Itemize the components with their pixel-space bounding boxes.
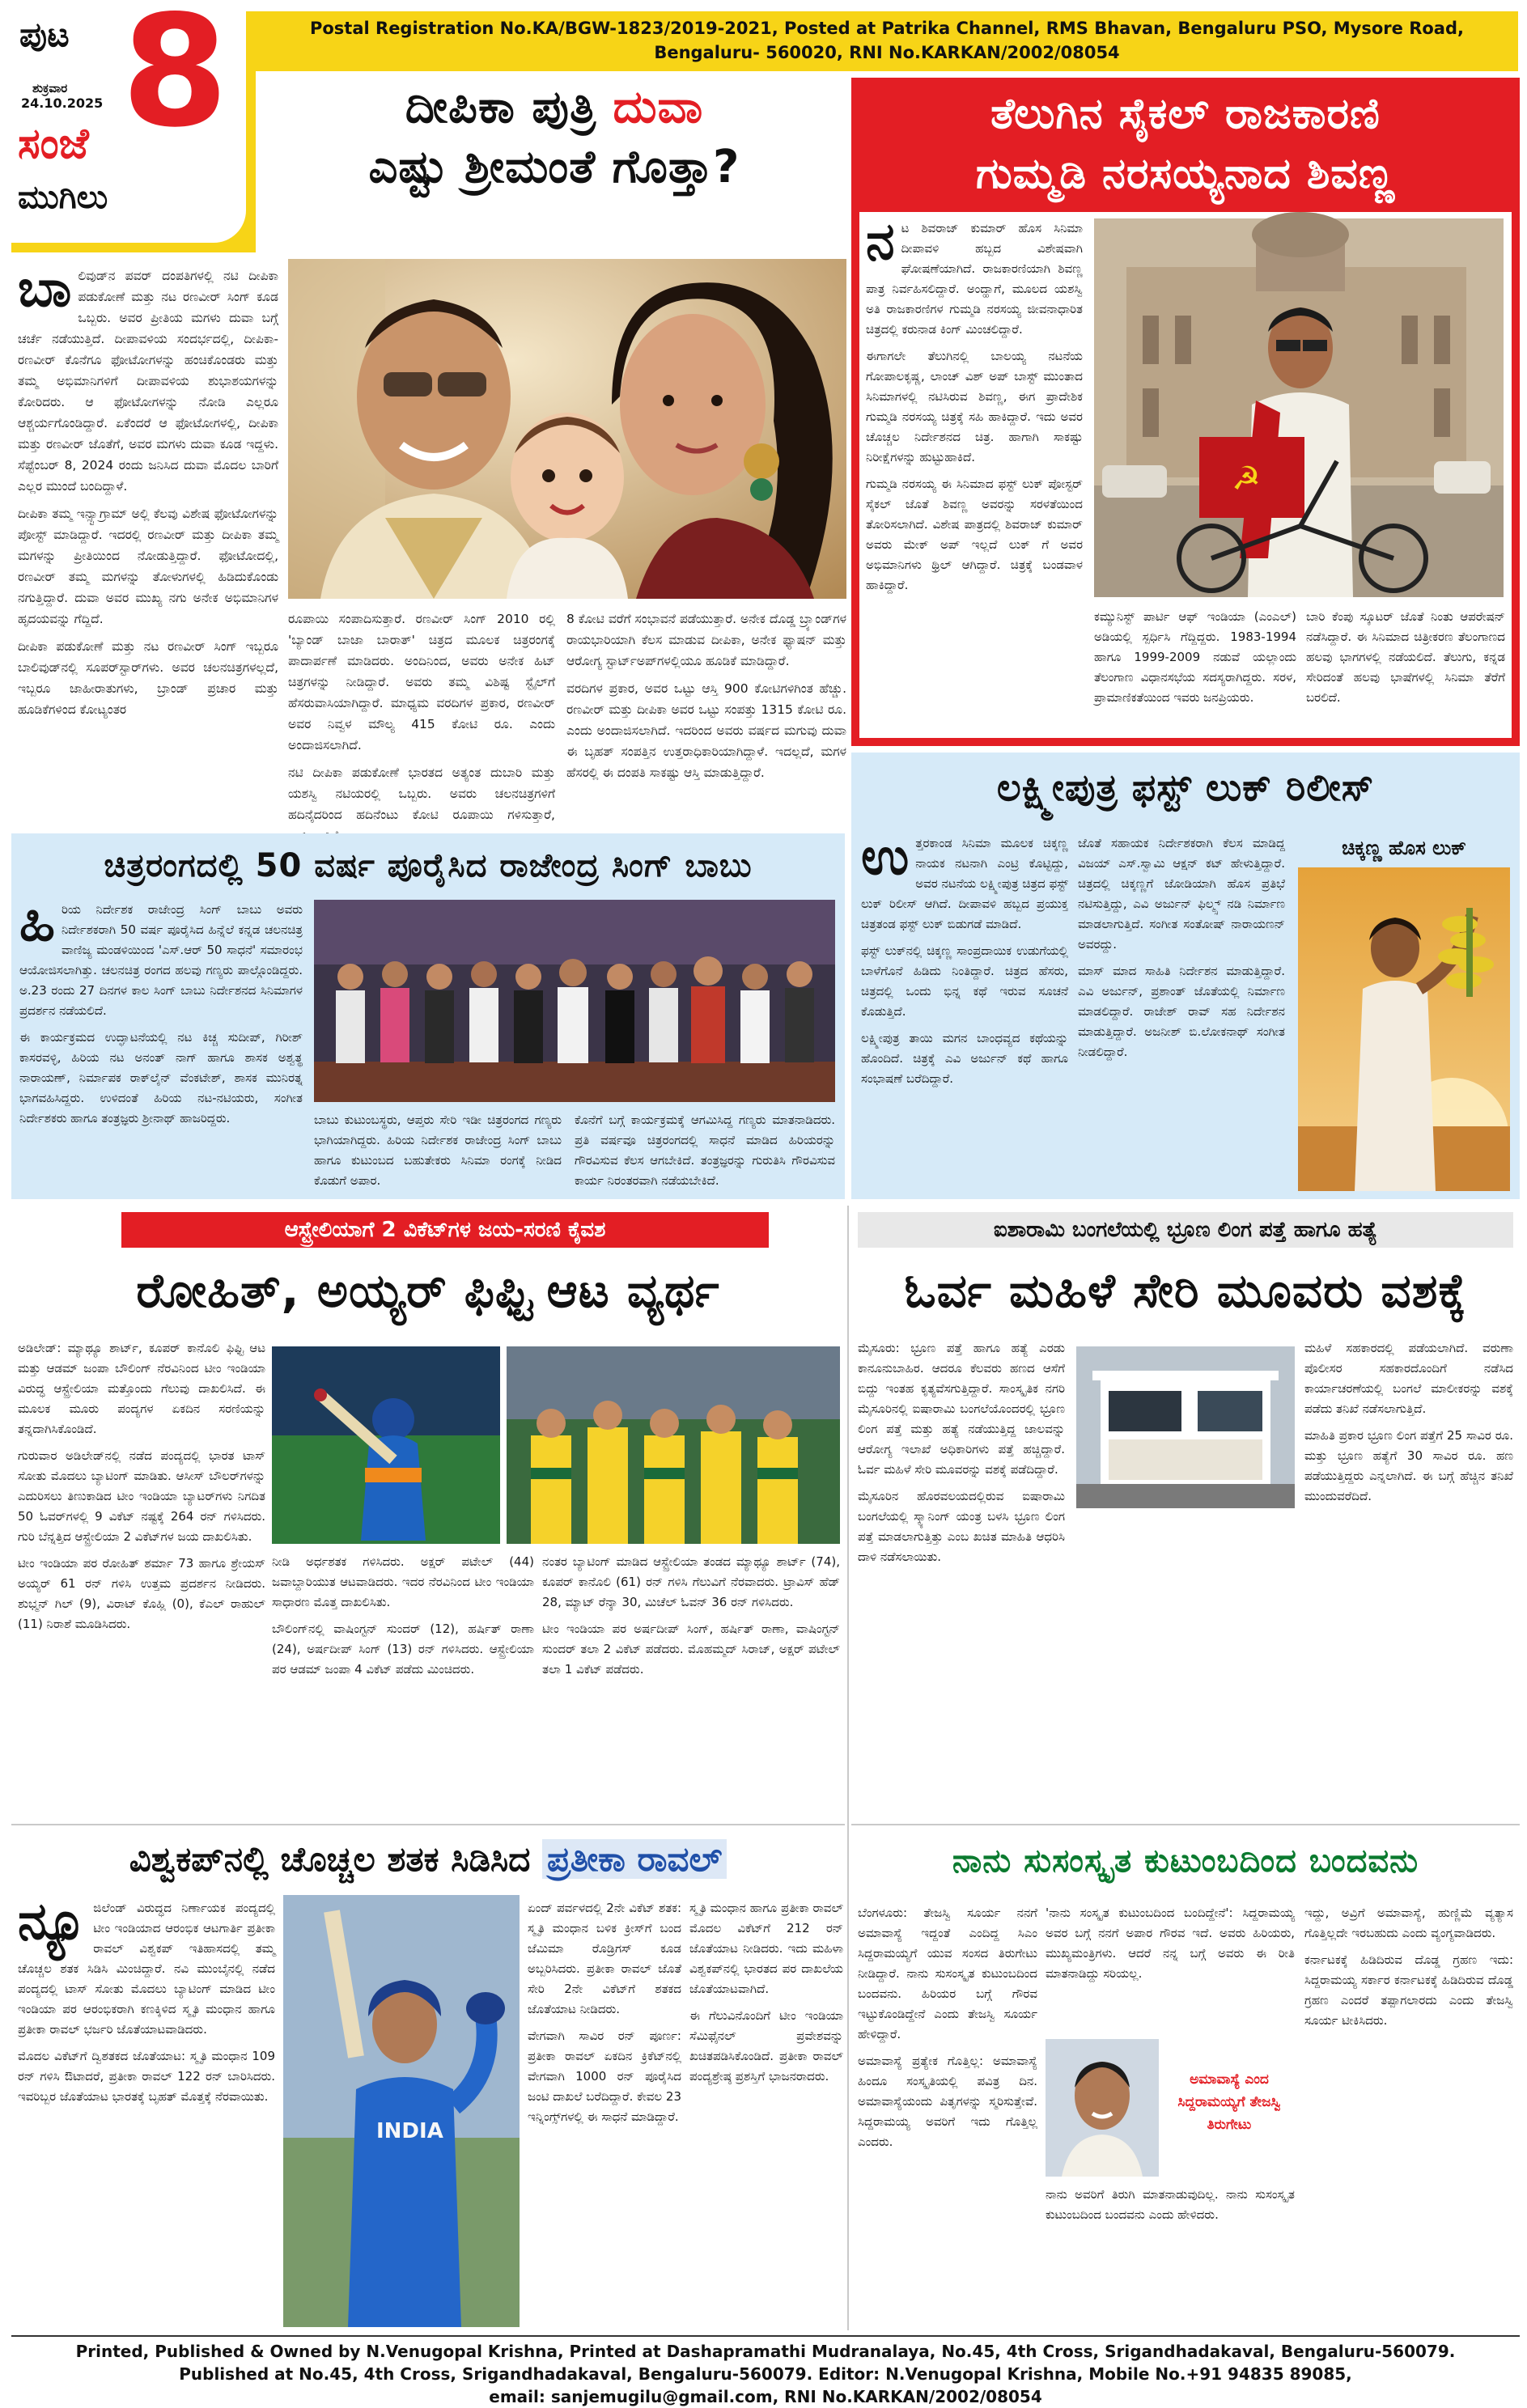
cricket-col2-p1: ನೀಡಿ ಅರ್ಧಶತಕ ಗಳಿಸಿದರು. ಅಕ್ಷರ್ ಪಟೇಲ್ (44) ಜವಾಬ್ದಾರಿಯುತ ಆಟವಾಡಿದರು. ಇದರ ನೆರವಿನಿಂದ ಟೀಂ ಇಂಡಿಯಾ ಸಾಧಾರಣ ಮೊತ್ತ ದಾಖಲಿಸಿತು. bbox=[272, 1554, 534, 1609]
postal-line-2: Bengaluru- 560020, RNI No.KARKAN/2002/08054 bbox=[654, 43, 1120, 62]
tejasvi-col-1 bbox=[858, 1903, 1037, 2327]
tejasvi-col3-p1: ಇದ್ದು, ಅವ್ರಿಗೆ ಅಮಾವಾಸ್ಯೆ, ಹುಣ್ಣಿಮೆ ವ್ಯತ್ಯಾಸ ಗೊತ್ತಿಲ್ಲದೇ ಇರಬಹುದು ಎಂದು ವ್ಯಂಗ್ಯವಾಡಿದರು. bbox=[1304, 1906, 1513, 1940]
cricket-col2-p2: ಬೌಲಿಂಗ್‌ನಲ್ಲಿ ವಾಷಿಂಗ್ಟನ್ ಸುಂದರ್ (12), ಹರ್ಷಿತ್ ರಾಣಾ (24), ಅರ್ಷದೀಪ್ ಸಿಂಗ್ (13) ರನ್ ಗಳಿಸಿದರು. ಆಸ್ಟ್ರೇಲಿಯಾ ಪರ ಆಡಮ್ ಜಂಪಾ 4 ವಿಕೆಟ್ ಪಡೆದು ಮಿಂಚಿದರು. bbox=[272, 1622, 534, 1677]
mysuru-col2-p2: ಮಾಹಿತಿ ಪ್ರಕಾರ ಭ್ರೂಣ ಲಿಂಗ ಪತ್ತೆಗೆ 25 ಸಾವಿರ ರೂ. ಮತ್ತು ಭ್ರೂಣ ಹತ್ಯೆಗೆ 30 ಸಾವಿರ ರೂ. ಹಣ ಪಡೆಯುತ್ತಿದ್ದರು ಎನ್ನಲಾಗಿದೆ. ಈ ಬಗ್ಗೆ ಹೆಚ್ಚಿನ ತನಿಖೆ ಮುಂದುವರೆದಿದೆ. bbox=[1304, 1428, 1513, 1503]
pratika-col1-p1: ಜಿಲೆಂಡ್ ವಿರುದ್ಧದ ನಿರ್ಣಾಯಕ ಪಂದ್ಯದಲ್ಲಿ ಟೀಂ ಇಂಡಿಯಾದ ಆರಂಭಿಕ ಆಟಗಾರ್ತಿ ಪ್ರತೀಕಾ ರಾವಲ್ ವಿಶ್ವಕಪ್ ಇತಿಹಾಸದಲ್ಲಿ ತಮ್ಮ ಚೊಚ್ಚಲ ಶತಕ ಸಿಡಿಸಿ ಮಿಂಚಿದ್ದಾರೆ. ನವಿ ಮುಂಬೈನಲ್ಲಿ ನಡೆದ ಪಂದ್ಯದಲ್ಲಿ ಟಾಸ್ ಸೋತು ಮೊದಲು ಬ್ಯಾಟಿಂಗ್ ಮಾಡಿದ ಟೀಂ ಇಂಡಿಯಾ ಪರ ಆರಂಭಿಕರಾಗಿ ಕಣಕ್ಕಿಳಿದ ಸ್ಮೃತಿ ಮಂಧಾನ ಹಾಗೂ ಪ್ರತೀಕಾ ರಾವಲ್ ಭರ್ಜರಿ ಜೊತೆಯಾಟವಾಡಿದರು. bbox=[18, 1901, 275, 2037]
singh-babu-col-3 bbox=[575, 1110, 835, 1191]
footer-line-2: Published at No.45, 4th Cross, Srigandhadakaval, Bengaluru-560079. Editor: N.Venugopal Krishna, Mobile No.+91 94835 89085, bbox=[179, 2364, 1352, 2384]
deepika-col3-p2: ವರದಿಗಳ ಪ್ರಕಾರ, ಅವರ ಒಟ್ಟು ಆಸ್ತಿ 900 ಕೋಟಿಗಳಿಗಿಂತ ಹೆಚ್ಚು. ರಣವೀರ್ ಮತ್ತು ದೀಪಿಕಾ ಅವರ ಒಟ್ಟು ಸಂಪತ್ತು 1315 ಕೋಟಿ ರೂ. ಎಂದು ಅಂದಾಜಿಸಲಾಗಿದೆ. ಇದರಿಂದ ಅವರು ವರ್ಷದ ಮಗುವು ದುವಾ ಈ ಬೃಹತ್ ಸಂಪತ್ತಿನ ಉತ್ತರಾಧಿಕಾರಿಯಾಗಿದ್ದಾಳೆ. ಇದಲ್ಲದೆ, ಮಗಳ ಹೆಸರಲ್ಲಿ ಈ ದಂಪತಿ ಸಾಕಷ್ಟು ಆಸ್ತಿ ಮಾಡುತ್ತಿದ್ದಾರೆ. bbox=[566, 681, 846, 780]
center-divider bbox=[847, 1206, 849, 2330]
pratika-col2-p2: ವೇಗವಾಗಿ ಸಾವಿರ ರನ್ ಪೂರ್ಣ: ಪ್ರತೀಕಾ ರಾವಲ್ ಏಕದಿನ ಕ್ರಿಕೆಟ್‌ನಲ್ಲಿ ವೇಗವಾಗಿ 1000 ರನ್ ಪೂರೈಸಿದ ಜಂಟಿ ದಾಖಲೆ ಬರೆದಿದ್ದಾರೆ. ಕೇವಲ 23 ಇನ್ನಿಂಗ್ಸ್‌ಗಳಲ್ಲಿ ಈ ಸಾಧನೆ ಮಾಡಿದ್ದಾರೆ. bbox=[528, 2029, 681, 2124]
mysuru-tag: ಐಶಾರಾಮಿ ಬಂಗಲೆಯಲ್ಲಿ ಭ್ರೂಣ ಲಿಂಗ ಪತ್ತೆ ಹಾಗೂ ಹತ್ಯೆ bbox=[858, 1212, 1513, 1248]
cricket-rohit-illustration bbox=[272, 1346, 500, 1544]
pratika-col3-p1: ಸ್ಮೃತಿ ಮಂಧಾನ ಹಾಗೂ ಪ್ರತೀಕಾ ರಾವಲ್ ಮೊದಲ ವಿಕೆಟ್‌ಗೆ 212 ರನ್ ಜೊತೆಯಾಟ ನೀಡಿದರು. ಇದು ಮಹಿಳಾ ವಿಶ್ವಕಪ್‌ನಲ್ಲಿ ಭಾರತದ ಪರ ದಾಖಲೆಯ ಜೊತೆಯಾಟವಾಗಿದೆ. bbox=[689, 1901, 843, 1996]
mysuru-headline: ಓರ್ವ ಮಹಿಳೆ ಸೇರಿ ಮೂವರು ವಶಕ್ಕೆ bbox=[904, 1263, 1467, 1318]
singh-babu-event-photo bbox=[314, 900, 835, 1102]
singh-babu-col-1 bbox=[19, 893, 303, 1191]
pratika-col-1 bbox=[18, 1892, 275, 2327]
deepika-headline-part2: ಎಷ್ಟು ಶ್ರೀಮಂತೆ ಗೊತ್ತಾ? bbox=[368, 141, 740, 193]
shivanna-col1-p1: ಟ ಶಿವರಾಜ್ ಕುಮಾರ್ ಹೊಸ ಸಿನಿಮಾ ದೀಪಾವಳಿ ಹಬ್ಬದ ವಿಶೇಷವಾಗಿ ಘೋಷಣೆಯಾಗಿದೆ. ರಾಜಕಾರಣಿಯಾಗಿ ಶಿವಣ್ಣ ಪಾತ್ರ ನಿರ್ವಹಿಸಲಿದ್ದಾರೆ. ಅಂದ್ಹಾಗೆ, ಮೂಲದ ಯಶಸ್ವಿ ಅತಿ ರಾಜಕಾರಣಿಗಳ ಗುಮ್ಮಡಿ ನರಸಯ್ಯ ಜೀವನಾಧಾರಿತ ಚಿತ್ರದಲ್ಲಿ ಕರುನಾಡ ಕಿಂಗ್ ಮಿಂಚಲಿದ್ದಾರೆ. bbox=[866, 221, 1083, 337]
shivanna-col-1 bbox=[866, 212, 1083, 731]
tejasvi-col-2b bbox=[1046, 2185, 1295, 2327]
pratika-headline-part1: ವಿಶ್ವಕಪ್‌ನಲ್ಲಿ ಚೊಚ್ಚಲ ಶತಕ ಸಿಡಿಸಿದ bbox=[129, 1839, 531, 1879]
svg-text:☭: ☭ bbox=[1232, 460, 1261, 498]
deepika-headline-part1: ದೀಪಿಕಾ ಪುತ್ರಿ bbox=[405, 81, 597, 134]
cricket-col1-p3: ಟೀಂ ಇಂಡಿಯಾ ಪರ ರೋಹಿತ್ ಶರ್ಮಾ 73 ಹಾಗೂ ಶ್ರೇಯಸ್ ಅಯ್ಯರ್ 61 ರನ್ ಗಳಿಸಿ ಉತ್ತಮ ಪ್ರದರ್ಶನ ನೀಡಿದರು. ಶುಭ್ಮನ್ ಗಿಲ್ (9), ವಿರಾಟ್ ಕೊಹ್ಲಿ (0), ಕೆಎಲ್ ರಾಹುಲ್ (11) ನಿರಾಶೆ ಮೂಡಿಸಿದರು. bbox=[18, 1556, 265, 1631]
mysuru-col-1 bbox=[858, 1338, 1065, 1816]
lakshmiputra-col-1 bbox=[861, 827, 1068, 1189]
cricket-col3-p2: ಟೀಂ ಇಂಡಿಯಾ ಪರ ಅರ್ಷದೀಪ್ ಸಿಂಗ್, ಹರ್ಷಿತ್ ರಾಣಾ, ವಾಷಿಂಗ್ಟನ್ ಸುಂದರ್ ತಲಾ 2 ವಿಕೆಟ್ ಪಡೆದರು. ಮೊಹಮ್ಮದ್ ಸಿರಾಜ್, ಅಕ್ಷರ್ ಪಟೇಲ್ ತಲಾ 1 ವಿಕೆಟ್ ಪಡೆದರು. bbox=[542, 1622, 840, 1677]
tejasvi-col2-p1: 'ನಾನು ಸಂಸ್ಕೃತ ಕುಟುಂಬದಿಂದ ಬಂದಿದ್ದೇನೆ': ಸಿದ್ದರಾಮಯ್ಯ ಅವರ ಬಗ್ಗೆ ನನಗೆ ಅಪಾರ ಗೌರವ ಇದೆ. ಅವರು ಹಿರಿಯರು, ಮುಖ್ಯಮಂತ್ರಿಗಳು. ಆದರೆ ನನ್ನ ಬಗ್ಗೆ ಅವರು ಈ ರೀತಿ ಮಾತನಾಡಿದ್ದು ಸರಿಯಲ್ಲ. bbox=[1046, 1906, 1295, 1981]
pratika-col-3 bbox=[689, 1898, 843, 2327]
cricket-aussie-illustration bbox=[507, 1346, 840, 1544]
shivanna-headline-line1: ತೆಲುಗಿನ ಸೈಕಲ್ ರಾಜಕಾರಣಿ bbox=[990, 90, 1381, 138]
pratika-photo bbox=[283, 1895, 520, 2327]
mysuru-col1-p2: ಮೈಸೂರಿನ ಹೊರವಲಯದಲ್ಲಿರುವ ಐಷಾರಾಮಿ ಬಂಗಲೆಯಲ್ಲಿ ಸ್ಕ್ಯಾನಿಂಗ್ ಯಂತ್ರ ಬಳಸಿ ಭ್ರೂಣ ಲಿಂಗ ಪತ್ತೆ ಮಾಡಲಾಗುತ್ತಿತ್ತು ಎಂಬ ಖಚಿತ ಮಾಹಿತಿ ಆಧರಿಸಿ ದಾಳಿ ನಡೆಸಲಾಯಿತು. bbox=[858, 1489, 1065, 1564]
postal-line-1: Postal Registration No.KA/BGW-1823/2019-2021, Posted at Patrika Channel, RMS Bhavan, Bengaluru PSO, Mysore Road, bbox=[309, 19, 1464, 38]
shivanna-col-2 bbox=[1094, 607, 1296, 731]
shivanna-col2-p1: ಕಮ್ಯುನಿಸ್ಟ್ ಪಾರ್ಟಿ ಆಫ್ ಇಂಡಿಯಾ (ಎಂಎಲ್) ಅಡಿಯಲ್ಲಿ ಸ್ಪರ್ಧಿಸಿ ಗೆದ್ದಿದ್ದರು. 1983-1994 ಹಾಗೂ 1999-2009 ನಡುವೆ ಯಲ್ಲಾಂದು ತೆಲಂಗಾಣ ವಿಧಾನಸಭೆಯ ಸದಸ್ಯರಾಗಿದ್ದರು. ಸರಳ, ಪ್ರಾಮಾಣಿಕತೆಯಿಂದ ಇವರು ಜನಪ್ರಿಯರು. bbox=[1094, 609, 1296, 705]
shivanna-headline bbox=[858, 84, 1513, 204]
cricket-headline: ರೋಹಿತ್, ಅಯ್ಯರ್ ಫಿಫ್ಟಿ ಆಟ ವ್ಯರ್ಥ bbox=[136, 1263, 720, 1318]
lakshmiputra-dropcap: ಉ bbox=[861, 827, 910, 887]
deepika-family-photo bbox=[288, 259, 846, 599]
deepika-col-3 bbox=[566, 608, 846, 780]
pratika-headline-highlight: ಪ್ರತೀಕಾ ರಾವಲ್ bbox=[542, 1839, 727, 1879]
deepika-headline-highlight: ದುವಾ bbox=[613, 81, 704, 134]
cricket-col-3 bbox=[542, 1552, 840, 1816]
cricket-col3-p1: ನಂತರ ಬ್ಯಾಟಿಂಗ್ ಮಾಡಿದ ಆಸ್ಟ್ರೇಲಿಯಾ ತಂಡದ ಮ್ಯಾಥ್ಯೂ ಶಾರ್ಟ್ (74), ಕೂಪರ್ ಕಾನೊಲಿ (61) ರನ್ ಗಳಿಸಿ ಗೆಲುವಿಗೆ ನೆರವಾದರು. ಟ್ರಾವಿಸ್ ಹೆಡ್ 28, ಮ್ಯಾಟ್ ರೆನ್ಶಾ 30, ಮಿಚೆಲ್ ಓವನ್ 36 ರನ್ ಗಳಿಸಿದರು. bbox=[542, 1554, 840, 1609]
singh-babu-photo-illustration bbox=[314, 900, 835, 1102]
singh-babu-col3-p1: ಕೊನೆಗೆ ಬಗ್ಗೆ ಕಾರ್ಯಕ್ರಮಕ್ಕೆ ಆಗಮಿಸಿದ್ದ ಗಣ್ಯರು ಮಾತನಾಡಿದರು. ಪ್ರತಿ ವರ್ಷವೂ ಚಿತ್ರರಂಗದಲ್ಲಿ ಸಾಧನೆ ಮಾಡಿದ ಹಿರಿಯರನ್ನು ಗೌರವಿಸುವ ಕೆಲಸ ಆಗಬೇಕಿದೆ. ತಂತ್ರಜ್ಞರನ್ನು ಗುರುತಿಸಿ ಗೌರವಿಸುವ ಕಾರ್ಯ ನಿರಂತರವಾಗಿ ನಡೆಯಬೇಕಿದೆ. bbox=[575, 1113, 835, 1188]
cricket-col1-p2: ಗುರುವಾರ ಅಡಿಲೇಡ್‌ನಲ್ಲಿ ನಡೆದ ಪಂದ್ಯದಲ್ಲಿ ಭಾರತ ಟಾಸ್ ಸೋತು ಮೊದಲು ಬ್ಯಾಟಿಂಗ್ ಮಾಡಿತು. ಆಸೀಸ್ ಬೌಲರ್‌ಗಳನ್ನು ಎದುರಿಸಲು ತಿಣುಕಾಡಿದ ಟೀಂ ಇಂಡಿಯಾ ಬ್ಯಾಟರ್‌ಗಳು ನಿಗದಿತ 50 ಓವರ್‌ಗಳಲ್ಲಿ 9 ವಿಕೆಟ್ ನಷ್ಟಕ್ಕೆ 264 ರನ್ ಗಳಿಸಿದರು. ಗುರಿ ಬೆನ್ನತ್ತಿದ ಆಸ್ಟ್ರೇಲಿಯಾ 2 ವಿಕೆಟ್‌ಗಳ ಜಯ ದಾಖಲಿಸಿತು. bbox=[18, 1448, 265, 1544]
mysuru-col-2 bbox=[1304, 1338, 1513, 1816]
pratika-photo-illustration bbox=[283, 1895, 520, 2327]
pratika-col1-p2: ಮೊದಲ ವಿಕೆಟ್‌ಗೆ ದ್ವಿಶತಕದ ಜೊತೆಯಾಟ: ಸ್ಮೃತಿ ಮಂಧಾನ 109 ರನ್ ಗಳಿಸಿ ಔಟಾದರೆ, ಪ್ರತೀಕಾ ರಾವಲ್ 122 ರನ್ ಬಾರಿಸಿದರು. ಇವರಿಬ್ಬರ ಜೊತೆಯಾಟ ಭಾರತಕ್ಕೆ ಬೃಹತ್ ಮೊತ್ತಕ್ಕೆ ನೆರವಾಯಿತು. bbox=[18, 2049, 275, 2104]
deepika-dropcap: ಬಾ bbox=[18, 259, 72, 319]
deepika-col1-p1: ಲಿವುಡ್‌ನ ಪವರ್ ದಂಪತಿಗಳಲ್ಲಿ ನಟಿ ದೀಪಿಕಾ ಪಡುಕೋಣೆ ಮತ್ತು ನಟ ರಣವೀರ್ ಸಿಂಗ್ ಕೂಡ ಒಬ್ಬರು. ಅವರ ಪ್ರೀತಿಯ ಮಗಳು ದುವಾ ಬಗ್ಗೆ ಚರ್ಚೆ ನಡೆಯುತ್ತಿದೆ. ದೀಪಾವಳಿಯ ಸಂದರ್ಭದಲ್ಲಿ, ದೀಪಿಕಾ-ರಣವೀರ್ ಕೊನೆಗೂ ಫೋಟೋಗಳನ್ನು ಹಂಚಿಕೊಂಡರು ಮತ್ತು ತಮ್ಮ ಅಭಿಮಾನಿಗಳಿಗೆ ದೀಪಾವಳಿಯ ಶುಭಾಶಯಗಳನ್ನು ಕೋರಿದರು. ಆ ಫೋಟೋಗಳನ್ನು ನೋಡಿ ಎಲ್ಲರೂ ಆಶ್ಚರ್ಯಗೊಂಡಿದ್ದಾರೆ. ಏಕೆಂದರೆ ಆ ಫೋಟೋಗಳಲ್ಲಿ, ದೀಪಿಕಾ ಮತ್ತು ರಣವೀರ್ ಜೊತೆಗೆ, ಅವರ ಮಗಳು ದುವಾ ಕೂಡ ಇದ್ದಳು. ಸೆಪ್ಟೆಂಬರ್ 8, 2024 ರಂದು ಜನಿಸಿದ ದುವಾ ಮೊದಲ ಬಾರಿಗೆ ಎಲ್ಲರ ಮುಂದೆ ಬಂದಿದ್ದಾಳೆ. bbox=[18, 269, 278, 494]
tejasvi-col-3 bbox=[1304, 1903, 1513, 2327]
deepika-col-2 bbox=[288, 608, 555, 822]
tejasvi-headline: ನಾನು ಸುಸಂಸ್ಕೃತ ಕುಟುಂಬದಿಂದ ಬಂದವನು bbox=[952, 1842, 1419, 1880]
shivanna-col3-p1: ಬಾರಿ ಕೆಂಪು ಸ್ಕೂಟರ್ ಜೊತೆ ನಿಂತು ಆಪರೇಷನ್ ನಡೆಸಿದ್ದಾರೆ. ಈ ಸಿನಿಮಾದ ಚಿತ್ರೀಕರಣ ತೆಲಂಗಾಣದ ಹಲವು ಭಾಗಗಳಲ್ಲಿ ನಡೆಯಲಿದೆ. ತೆಲುಗು, ಕನ್ನಡ ಸೇರಿದಂತೆ ಹಲವು ಭಾಷೆಗಳಲ್ಲಿ ಸಿನಿಮಾ ತೆರೆಗೆ ಬರಲಿದೆ. bbox=[1306, 609, 1505, 705]
deepika-col3-p1: 8 ಕೋಟಿ ವರೆಗೆ ಸಂಭಾವನೆ ಪಡೆಯುತ್ತಾರೆ. ಅನೇಕ ದೊಡ್ಡ ಬ್ರ್ಯಾಂಡ್‌ಗಳ ರಾಯಭಾರಿಯಾಗಿ ಕೆಲಸ ಮಾಡುವ ದೀಪಿಕಾ, ಅನೇಕ ಫ್ಯಾಷನ್ ಮತ್ತು ಆರೋಗ್ಯ ಸ್ಟಾರ್ಟ್‌ಅಪ್‌ಗಳಲ್ಲಿಯೂ ಹೂಡಿಕೆ ಮಾಡಿದ್ದಾರೆ. bbox=[566, 612, 846, 668]
tejasvi-col2-p2: ನಾನು ಅವರಿಗೆ ತಿರುಗಿ ಮಾತನಾಡುವುದಿಲ್ಲ. ನಾನು ಸುಸಂಸ್ಕೃತ ಕುಟುಂಬದಿಂದ ಬಂದವನು ಎಂದು ಹೇಳಿದರು. bbox=[1046, 2187, 1295, 2222]
deepika-col-1 bbox=[18, 259, 278, 743]
mysuru-bungalow-illustration bbox=[1076, 1346, 1295, 1508]
lakshmiputra-col2-p2: ಮಾಸ್ ಮಾದ ಸಾಹಿತಿ ನಿರ್ದೇಶನ ಮಾಡುತ್ತಿದ್ದಾರೆ. ಎವಿ ಅರ್ಜುನ್, ಪ್ರಶಾಂತ್ ಜೊತೆಯಲ್ಲಿ ನಿರ್ಮಾಣ ಮಾಡಲಿದ್ದಾರೆ. ರಾಜೇಶ್ ರಾವ್ ಸಹ ನಿರ್ದೇಶನ ಮಾಡುತ್ತಿದ್ದಾರೆ. ಅಜನೀಶ್ ಬಿ.ಲೋಕನಾಥ್ ಸಂಗೀತ ನೀಡಲಿದ್ದಾರೆ. bbox=[1078, 964, 1285, 1059]
cricket-col1-p1: ಅಡಿಲೇಡ್: ಮ್ಯಾಥ್ಯೂ ಶಾರ್ಟ್, ಕೂಪರ್ ಕಾನೊಲಿ ಫಿಫ್ಟಿ ಆಟ ಮತ್ತು ಆಡಮ್ ಜಂಪಾ ಬೌಲಿಂಗ್ ನೆರವಿನಿಂದ ಟೀಂ ಇಂಡಿಯಾ ವಿರುದ್ಧ ಆಸ್ಟ್ರೇಲಿಯಾ ಮತ್ತೊಂದು ಗೆಲುವು ದಾಖಲಿಸಿದೆ. ಈ ಮೂಲಕ ಮೂರು ಪಂದ್ಯಗಳ ಏಕದಿನ ಸರಣಿಯನ್ನು ತನ್ನದಾಗಿಸಿಕೊಂಡಿದೆ. bbox=[18, 1341, 265, 1436]
cricket-rohit-photo bbox=[272, 1346, 500, 1544]
divider-tejasvi bbox=[851, 1824, 1520, 1825]
deepika-col1-p2: ದೀಪಿಕಾ ತಮ್ಮ ಇನ್ಸ್ಟಾಗ್ರಾಮ್ ಅಲ್ಲಿ ಕೆಲವು ವಿಶೇಷ ಫೋಟೋಗಳನ್ನು ಪೋಸ್ಟ್ ಮಾಡಿದ್ದಾರೆ. ಇದರಲ್ಲಿ ರಣವೀರ್ ಮತ್ತು ದೀಪಿಕಾ ತಮ್ಮ ಮಗಳನ್ನು ಪ್ರೀತಿಯಿಂದ ನೋಡುತ್ತಿದ್ದಾರೆ. ಫೋಟೋದಲ್ಲಿ, ರಣವೀರ್ ತಮ್ಮ ಮಗಳನ್ನು ತೋಳುಗಳಲ್ಲಿ ಹಿಡಿದುಕೊಂಡು ನಗುತ್ತಿದ್ದಾರೆ. ದುವಾ ಅವರ ಮುಖ್ಯ ನಗು ಅನೇಕ ಅಭಿಮಾನಿಗಳ ಹೃದಯವನ್ನು ಗೆದ್ದಿದೆ. bbox=[18, 507, 278, 626]
tejasvi-col1-p1: ಬೆಂಗಳೂರು: ತೇಜಸ್ವಿ ಸೂರ್ಯ ನನಗೆ ಅಮಾವಾಸ್ಯೆ ಇದ್ದಂತೆ ಎಂದಿದ್ದ ಸಿಎಂ ಸಿದ್ದರಾಮಯ್ಯಗೆ ಯುವ ಸಂಸದ ತಿರುಗೇಟು ನೀಡಿದ್ದಾರೆ. ನಾನು ಸುಸಂಸ್ಕೃತ ಕುಟುಂಬದಿಂದ ಬಂದವನು. ಹಿರಿಯರ ಬಗ್ಗೆ ಗೌರವ ಇಟ್ಟುಕೊಂಡಿದ್ದೇನೆ ಎಂದು ತೇಜಸ್ವಿ ಸೂರ್ಯ ಹೇಳಿದ್ದಾರೆ. bbox=[858, 1906, 1037, 2041]
cricket-aussie-photo bbox=[507, 1346, 840, 1544]
lakshmiputra-col1-p1: ತ್ತರಕಾಂಡ ಸಿನಿಮಾ ಮೂಲಕ ಚಿಕ್ಕಣ್ಣ ನಾಯಕ ನಟನಾಗಿ ಎಂಟ್ರಿ ಕೊಟ್ಟಿದ್ದು, ಅವರ ನಟನೆಯ ಲಕ್ಷ್ಮೀಪುತ್ರ ಚಿತ್ರದ ಫಸ್ಟ್ ಲುಕ್ ರಿಲೀಸ್ ಆಗಿದೆ. ದೀಪಾವಳಿ ಹಬ್ಬದ ಪ್ರಯುಕ್ತ ಚಿತ್ರತಂಡ ಫಸ್ಟ್ ಲುಕ್ ಬಿಡುಗಡೆ ಮಾಡಿದೆ. bbox=[861, 836, 1068, 931]
singh-babu-headline: ಚಿತ್ರರಂಗದಲ್ಲಿ 50 ವರ್ಷ ಪೂರೈಸಿದ ರಾಜೇಂದ್ರ ಸಿಂಗ್ ಬಾಬು bbox=[104, 847, 753, 884]
footer-line-3: email: sanjemugilu@gmail.com, RNI No.KARKAN/2002/08054 bbox=[489, 2387, 1042, 2406]
deepika-col2-p2: ನಟಿ ದೀಪಿಕಾ ಪಡುಕೋಣೆ ಭಾರತದ ಅತ್ಯಂತ ದುಬಾರಿ ಮತ್ತು ಯಶಸ್ವಿ ನಟಿಯರಲ್ಲಿ ಒಬ್ಬರು. ಅವರು ಚಲನಚಿತ್ರಗಳಿಗೆ ಹದಿನೈದರಿಂದ ಹದಿನೆಂಟು ಕೋಟಿ ರೂಪಾಯಿ ಗಳಿಸುತ್ತಾರೆ, bbox=[288, 765, 555, 822]
deepika-col1-p3: ದೀಪಿಕಾ ಪಡುಕೋಣೆ ಮತ್ತು ನಟ ರಣವೀರ್ ಸಿಂಗ್ ಇಬ್ಬರೂ ಬಾಲಿವುಡ್‌ನಲ್ಲಿ ಸೂಪರ್‌ಸ್ಟಾರ್‌ಗಳು. ಅವರ ಚಲನಚಿತ್ರಗಳಲ್ಲದೆ, ಇಬ್ಬರೂ ಜಾಹೀರಾತುಗಳು, ಬ್ರಾಂಡ್ ಪ್ರಚಾರ ಮತ್ತು ಹೂಡಿಕೆಗಳಿಂದ ಕೋಟ್ಯಂತರ bbox=[18, 639, 278, 717]
page-word: ಪುಟ bbox=[19, 15, 70, 54]
singh-babu-col1-p1: ರಿಯ ನಿರ್ದೇಶಕ ರಾಜೇಂದ್ರ ಸಿಂಗ್ ಬಾಬು ಅವರು ನಿರ್ದೇಶಕರಾಗಿ 50 ವರ್ಷ ಪೂರೈಸಿದ ಹಿನ್ನೆಲೆ ಕನ್ನಡ ಚಲನಚಿತ್ರ ವಾಣಿಜ್ಯ ಮಂಡಳಿಯಿಂದ 'ಎಸ್.ಆರ್ 50 ಸಾಧನೆ' ಸಮಾರಂಭ ಆಯೋಜಿಸಲಾಗಿತ್ತು. ಚಲನಚಿತ್ರ ರಂಗದ ಹಲವು ಗಣ್ಯರು ಪಾಲ್ಗೊಂಡಿದ್ದರು. ಅ.23 ರಂದು 27 ದಿನಗಳ ಕಾಲ ಸಿಂಗ್ ಬಾಬು ನಿರ್ದೇಶನದ ಸಿನಿಮಾಗಳ ಪ್ರದರ್ಶನ ನಡೆಯಲಿದೆ. bbox=[19, 902, 303, 1018]
page-number: 8 bbox=[121, 0, 229, 161]
cricket-col-2 bbox=[272, 1552, 534, 1816]
tejasvi-col3-p2: ಕರ್ನಾಟಕಕ್ಕೆ ಹಿಡಿದಿರುವ ದೊಡ್ಡ ಗ್ರಹಣ ಇದು: ಸಿದ್ದರಾಮಯ್ಯ ಸರ್ಕಾರ ಕರ್ನಾಟಕಕ್ಕೆ ಹಿಡಿದಿರುವ ದೊಡ್ಡ ಗ್ರಹಣ ಎಂದರೆ ತಪ್ಪಾಗಲಾರದು ಎಂದು ತೇಜಸ್ವಿ ಸೂರ್ಯ ಟೀಕಿಸಿದರು. bbox=[1304, 1952, 1513, 2028]
cricket-col-1 bbox=[18, 1338, 265, 1816]
lakshmiputra-headline: ಲಕ್ಷ್ಮೀಪುತ್ರ ಫಸ್ಟ್ ಲುಕ್ ರಿಲೀಸ್ bbox=[996, 765, 1375, 809]
lakshmiputra-col2-p1: ಜೊತೆ ಸಹಾಯಕ ನಿರ್ದೇಶಕರಾಗಿ ಕೆಲಸ ಮಾಡಿದ್ದ ವಿಜಯ್ ಎಸ್.ಸ್ವಾಮಿ ಆಕ್ಷನ್ ಕಟ್ ಹೇಳುತ್ತಿದ್ದಾರೆ. ಚಿತ್ರದಲ್ಲಿ ಚಿಕ್ಕಣ್ಣಗೆ ಜೋಡಿಯಾಗಿ ಹೊಸ ಪ್ರತಿಭೆ ನಟಿಸುತ್ತಿದ್ದು, ಎವಿ ಅರ್ಜುನ್ ಫಿಲ್ಮ್ಸ್ ನಡಿ ನಿರ್ಮಾಣ ಮಾಡಲಾಗುತ್ತಿದೆ. ಸಂಗೀತ ಸಂತೋಷ್ ನಾರಾಯಣನ್ ಅವರದ್ದು. bbox=[1078, 836, 1285, 952]
pratika-col-2 bbox=[528, 1898, 681, 2327]
deepika-headline bbox=[267, 78, 842, 197]
tejasvi-col-2 bbox=[1046, 1903, 1295, 2033]
tejasvi-pull-quote: ಅಮಾವಾಸ್ಯೆ ಎಂದ ಸಿದ್ದರಾಮಯ್ಯಗೆ ತೇಜಸ್ವಿ ತಿರುಗೇಟು bbox=[1177, 2071, 1281, 2133]
divider-pratika bbox=[11, 1824, 845, 1825]
paper-name-line2: ಮುಗಿಲು bbox=[18, 179, 108, 216]
cricket-tag: ಆಸ್ಟ್ರೇಲಿಯಾಗೆ 2 ವಿಕೆಟ್‌ಗಳ ಜಯ-ಸರಣಿ ಕೈವಶ bbox=[121, 1212, 769, 1248]
shivanna-col-3 bbox=[1306, 607, 1505, 731]
shivanna-photo-illustration bbox=[1094, 218, 1504, 597]
shivanna-dropcap: ನ bbox=[866, 212, 895, 272]
tejasvi-col1-p2: ಅಮಾವಾಸ್ಯೆ ಪ್ರತ್ಯೇಕ ಗೊತ್ತಿಲ್ಲ: ಅಮಾವಾಸ್ಯೆ ಹಿಂದೂ ಸಂಸ್ಕೃತಿಯಲ್ಲಿ ಪವಿತ್ರ ದಿನ. ಅಮಾವಾಸ್ಯೆಯಂದು ಪಿತೃಗಳನ್ನು ಸ್ಮರಿಸುತ್ತೇವೆ. ಸಿದ್ದರಾಮಯ್ಯ ಅವರಿಗೆ ಇದು ಗೊತ್ತಿಲ್ಲ ಎಂದರು. bbox=[858, 2054, 1037, 2149]
lakshmiputra-col1-p2: ಫಸ್ಟ್ ಲುಕ್‌ನಲ್ಲಿ ಚಿಕ್ಕಣ್ಣ ಸಾಂಪ್ರದಾಯಿಕ ಉಡುಗೆಯಲ್ಲಿ ಬಾಳೆಗೊನೆ ಹಿಡಿದು ನಿಂತಿದ್ದಾರೆ. ಚಿತ್ರದ ಹೆಸರು, ಚಿತ್ರದಲ್ಲಿ ಒಂದು ಭಿನ್ನ ಕಥೆ ಇರುವ ಸೂಚನೆ ಕೊಡುತ್ತಿದೆ. bbox=[861, 943, 1068, 1019]
pratika-headline bbox=[11, 1830, 845, 1889]
singh-babu-dropcap: ಹಿ bbox=[19, 893, 55, 953]
svg-text:INDIA: INDIA bbox=[376, 2119, 443, 2143]
tejasvi-photo bbox=[1046, 2039, 1159, 2177]
shivanna-col1-p2: ಈಗಾಗಲೇ ತೆಲುಗಿನಲ್ಲಿ ಬಾಲಯ್ಯ ನಟನೆಯ ಗೋಪಾಲಕೃಷ್ಣ, ಲಾಂಚ್ ವಿಶ್ ಅಪ್ ಬಾಸ್ಟ್ ಮುಂತಾದ ಸಿನಿಮಾಗಳಲ್ಲಿ ನಟಿಸಿರುವ ಶಿವಣ್ಣ, ಈಗ ಪ್ರಾದೇಶಿಕ ಗುಮ್ಮಡಿ ನರಸಯ್ಯ ಚಿತ್ರಕ್ಕೆ ಸಹಿ ಹಾಕಿದ್ದಾರೆ. ಇದು ಅವರ ಚೊಚ್ಚಲ ನಿರ್ದೇಶನದ ಚಿತ್ರ. ಹಾಗಾಗಿ ಸಾಕಷ್ಟು ನಿರೀಕ್ಷೆಗಳನ್ನು ಹುಟ್ಟುಹಾಕಿದೆ. bbox=[866, 349, 1083, 464]
postal-registration-bar bbox=[256, 11, 1518, 71]
tejasvi-photo-illustration bbox=[1046, 2039, 1159, 2177]
lakshmiputra-col1-p3: ಲಕ್ಷ್ಮೀಪುತ್ರ ತಾಯಿ ಮಗನ ಬಾಂಧವ್ಯದ ಕಥೆಯನ್ನು ಹೊಂದಿದೆ. ಚಿತ್ರಕ್ಕೆ ಎವಿ ಅರ್ಜುನ್ ಕಥೆ ಹಾಗೂ ಸಂಭಾಷಣೆ ಬರೆದಿದ್ದಾರೆ. bbox=[861, 1031, 1068, 1086]
shivanna-poster-photo bbox=[1094, 218, 1504, 597]
mysuru-bungalow-photo bbox=[1076, 1346, 1295, 1508]
issue-day: ಶುಕ್ರವಾರ bbox=[32, 81, 68, 95]
issue-date: 24.10.2025 bbox=[21, 95, 104, 111]
mysuru-col2-p1: ಮಹಿಳೆ ಸಹಕಾರದಲ್ಲಿ ಪಡೆಯಲಾಗಿದೆ. ವರುಣಾ ಪೊಲೀಸರ ಸಹಕಾರದೊಂದಿಗೆ ನಡೆಸಿದ ಕಾರ್ಯಾಚರಣೆಯಲ್ಲಿ ಬಂಗಲೆ ಮಾಲೀಕರನ್ನು ವಶಕ್ಕೆ ಪಡೆದು ತನಿಖೆ ನಡೆಸಲಾಗುತ್ತಿದೆ. bbox=[1304, 1341, 1513, 1416]
pratika-dropcap: ನ್ಯೂ bbox=[18, 1892, 87, 1952]
paper-name-line1: ಸಂಜೆ bbox=[18, 120, 89, 168]
shivanna-headline-line2: ಗುಮ್ಮಡಿ ನರಸಯ್ಯನಾದ ಶಿವಣ್ಣ bbox=[976, 150, 1395, 198]
pratika-col2-p1: ಏಂದ್ ಪರ್ವಳದಲ್ಲಿ 2ನೇ ವಿಕೆಟ್ ಶತಕ: ಸ್ಮೃತಿ ಮಂಧಾನ ಬಳಿಕ ಕ್ರೀಸ್‌ಗೆ ಬಂದ ಜೆಮಿಮಾ ರೊಡ್ರಿಗಸ್ ಕೂಡ ಅಬ್ಬರಿಸಿದರು. ಪ್ರತೀಕಾ ರಾವಲ್ ಜೊತೆ ಸೇರಿ 2ನೇ ವಿಕೆಟ್‌ಗೆ ಶತಕದ ಜೊತೆಯಾಟ ನೀಡಿದರು. bbox=[528, 1901, 681, 2016]
mysuru-col1-p1: ಮೈಸೂರು: ಭ್ರೂಣ ಪತ್ತೆ ಹಾಗೂ ಹತ್ಯೆ ಎರಡು ಕಾನೂನುಬಾಹಿರ. ಆದರೂ ಕೆಲವರು ಹಣದ ಆಸೆಗೆ ಬಿದ್ದು ಇಂತಹ ಕೃತ್ಯವೆಸಗುತ್ತಿದ್ದಾರೆ. ಸಾಂಸ್ಕೃತಿಕ ನಗರಿ ಮೈಸೂರಿನಲ್ಲಿ ಐಷಾರಾಮಿ ಬಂಗಲೆಯೊಂದರಲ್ಲಿ ಭ್ರೂಣ ಲಿಂಗ ಪತ್ತೆ ಮತ್ತು ಹತ್ಯೆ ನಡೆಯುತ್ತಿದ್ದ ಜಾಲವನ್ನು ಆರೋಗ್ಯ ಇಲಾಖೆ ಅಧಿಕಾರಿಗಳು ಪತ್ತೆ ಹಚ್ಚಿದ್ದಾರೆ. ಓರ್ವ ಮಹಿಳೆ ಸೇರಿ ಮೂವರನ್ನು ವಶಕ್ಕೆ ಪಡೆದಿದ್ದಾರೆ. bbox=[858, 1341, 1065, 1477]
footer-line-1: Printed, Published & Owned by N.Venugopal Krishna, Printed at Dashapramathi Mudranalaya, No.45, 4th Cross, Srigandhadakaval, Bengaluru-560079. bbox=[75, 2342, 1456, 2361]
deepika-photo-illustration bbox=[288, 259, 846, 599]
lakshmiputra-col-2 bbox=[1078, 833, 1285, 1189]
singh-babu-col2-p1: ಬಾಬು ಕುಟುಂಬಸ್ಥರು, ಆಪ್ತರು ಸೇರಿ ಇಡೀ ಚಿತ್ರರಂಗದ ಗಣ್ಯರು ಭಾಗಿಯಾಗಿದ್ದರು. ಹಿರಿಯ ನಿರ್ದೇಶಕ ರಾಜೇಂದ್ರ ಸಿಂಗ್ ಬಾಬು ಹಾಗೂ ಕುಟುಂಬದ ಬಹುತೇಕರು ಸಿನಿಮಾ ರಂಗಕ್ಕೆ ನೀಡಿದ ಕೊಡುಗೆ ಅಪಾರ. bbox=[314, 1113, 562, 1188]
deepika-col2-p1: ರೂಪಾಯಿ ಸಂಪಾದಿಸುತ್ತಾರೆ. ರಣವೀರ್ ಸಿಂಗ್ 2010 ರಲ್ಲಿ 'ಬ್ಯಾಂಡ್ ಬಾಜಾ ಬಾರಾತ್' ಚಿತ್ರದ ಮೂಲಕ ಚಿತ್ರರಂಗಕ್ಕೆ ಪಾದಾರ್ಪಣೆ ಮಾಡಿದರು. ಅಂದಿನಿಂದ, ಅವರು ಅನೇಕ ಹಿಟ್ ಚಿತ್ರಗಳನ್ನು ನೀಡಿದ್ದಾರೆ. ಅವರು ತಮ್ಮ ವಿಶಿಷ್ಟ ಸ್ಟೈಲ್‌ಗೆ ಹೆಸರುವಾಸಿಯಾಗಿದ್ದಾರೆ. ಮಾಧ್ಯಮ ವರದಿಗಳ ಪ್ರಕಾರ, ರಣವೀರ್ ಅವರ ನಿವ್ವಳ ಮೌಲ್ಯ 415 ಕೋಟಿ ರೂ. ಎಂದು ಅಂದಾಜಿಸಲಾಗಿದೆ. bbox=[288, 612, 555, 752]
singh-babu-col1-p2: ಈ ಕಾರ್ಯಕ್ರಮದ ಉದ್ಘಾಟನೆಯಲ್ಲಿ ನಟ ಕಿಚ್ಚ ಸುದೀಪ್, ಗಿರೀಶ್ ಕಾಸರವಳ್ಳಿ, ಹಿರಿಯ ನಟ ಅನಂತ್ ನಾಗ್ ಹಾಗೂ ಶಾಸಕ ಅಶ್ವತ್ಥ ನಾರಾಯಣ್, ನಿರ್ಮಾಪಕ ರಾಕ್‌ಲೈನ್ ವೆಂಕಟೇಶ್, ಶಾಸಕ ಮುನಿರತ್ನ ಭಾಗವಹಿಸಿದ್ದರು. ಉಳಿದಂತೆ ಹಿರಿಯ ನಟ-ನಟಿಯರು, ಸಂಗೀತ ನಿರ್ದೇಶಕರು ಹಾಗೂ ತಂತ್ರಜ್ಞರು ಶ್ರೀನಾಥ್ ಹಾಜರಿದ್ದರು. bbox=[19, 1030, 303, 1126]
footer-imprint bbox=[11, 2335, 1520, 2408]
pratika-col3-p2: ಈ ಗೆಲುವಿನೊಂದಿಗೆ ಟೀಂ ಇಂಡಿಯಾ ಸೆಮಿಫೈನಲ್ ಪ್ರವೇಶವನ್ನು ಖಚಿತಪಡಿಸಿಕೊಂಡಿದೆ. ಪ್ರತೀಕಾ ರಾವಲ್ ಪಂದ್ಯಶ್ರೇಷ್ಠ ಪ್ರಶಸ್ತಿಗೆ ಭಾಜನರಾದರು. bbox=[689, 2008, 843, 2084]
lakshmiputra-photo-caption: ಚಿಕ್ಕಣ್ಣ ಹೊಸ ಲುಕ್ bbox=[1342, 837, 1466, 859]
lakshmiputra-poster-photo bbox=[1298, 867, 1510, 1191]
shivanna-col1-p3: ಗುಮ್ಮಡಿ ನರಸಯ್ಯ ಈ ಸಿನಿಮಾದ ಫಸ್ಟ್ ಲುಕ್ ಪೋಸ್ಟರ್ ಸೈಕಲ್ ಜೊತೆ ಶಿವಣ್ಣ ಅವರನ್ನು ಸರಳತೆಯಿಂದ ತೋರಿಸಲಾಗಿದೆ. ವಿಶೇಷ ಪಾತ್ರದಲ್ಲಿ ಶಿವರಾಜ್ ಕುಮಾರ್ ಅವರು ಮೇಕ್ ಅಪ್ ಇಲ್ಲದೆ ಲುಕ್ ಗೆ ಅವರ ಅಭಿಮಾನಿಗಳು ಥ್ರಿಲ್ ಆಗಿದ್ದಾರೆ. ಚಿತ್ರಕ್ಕೆ ಬಂಡವಾಳ ಹಾಕಿದ್ದಾರೆ. bbox=[866, 477, 1083, 592]
lakshmiputra-photo-illustration bbox=[1298, 867, 1510, 1191]
singh-babu-col-2 bbox=[314, 1110, 562, 1191]
